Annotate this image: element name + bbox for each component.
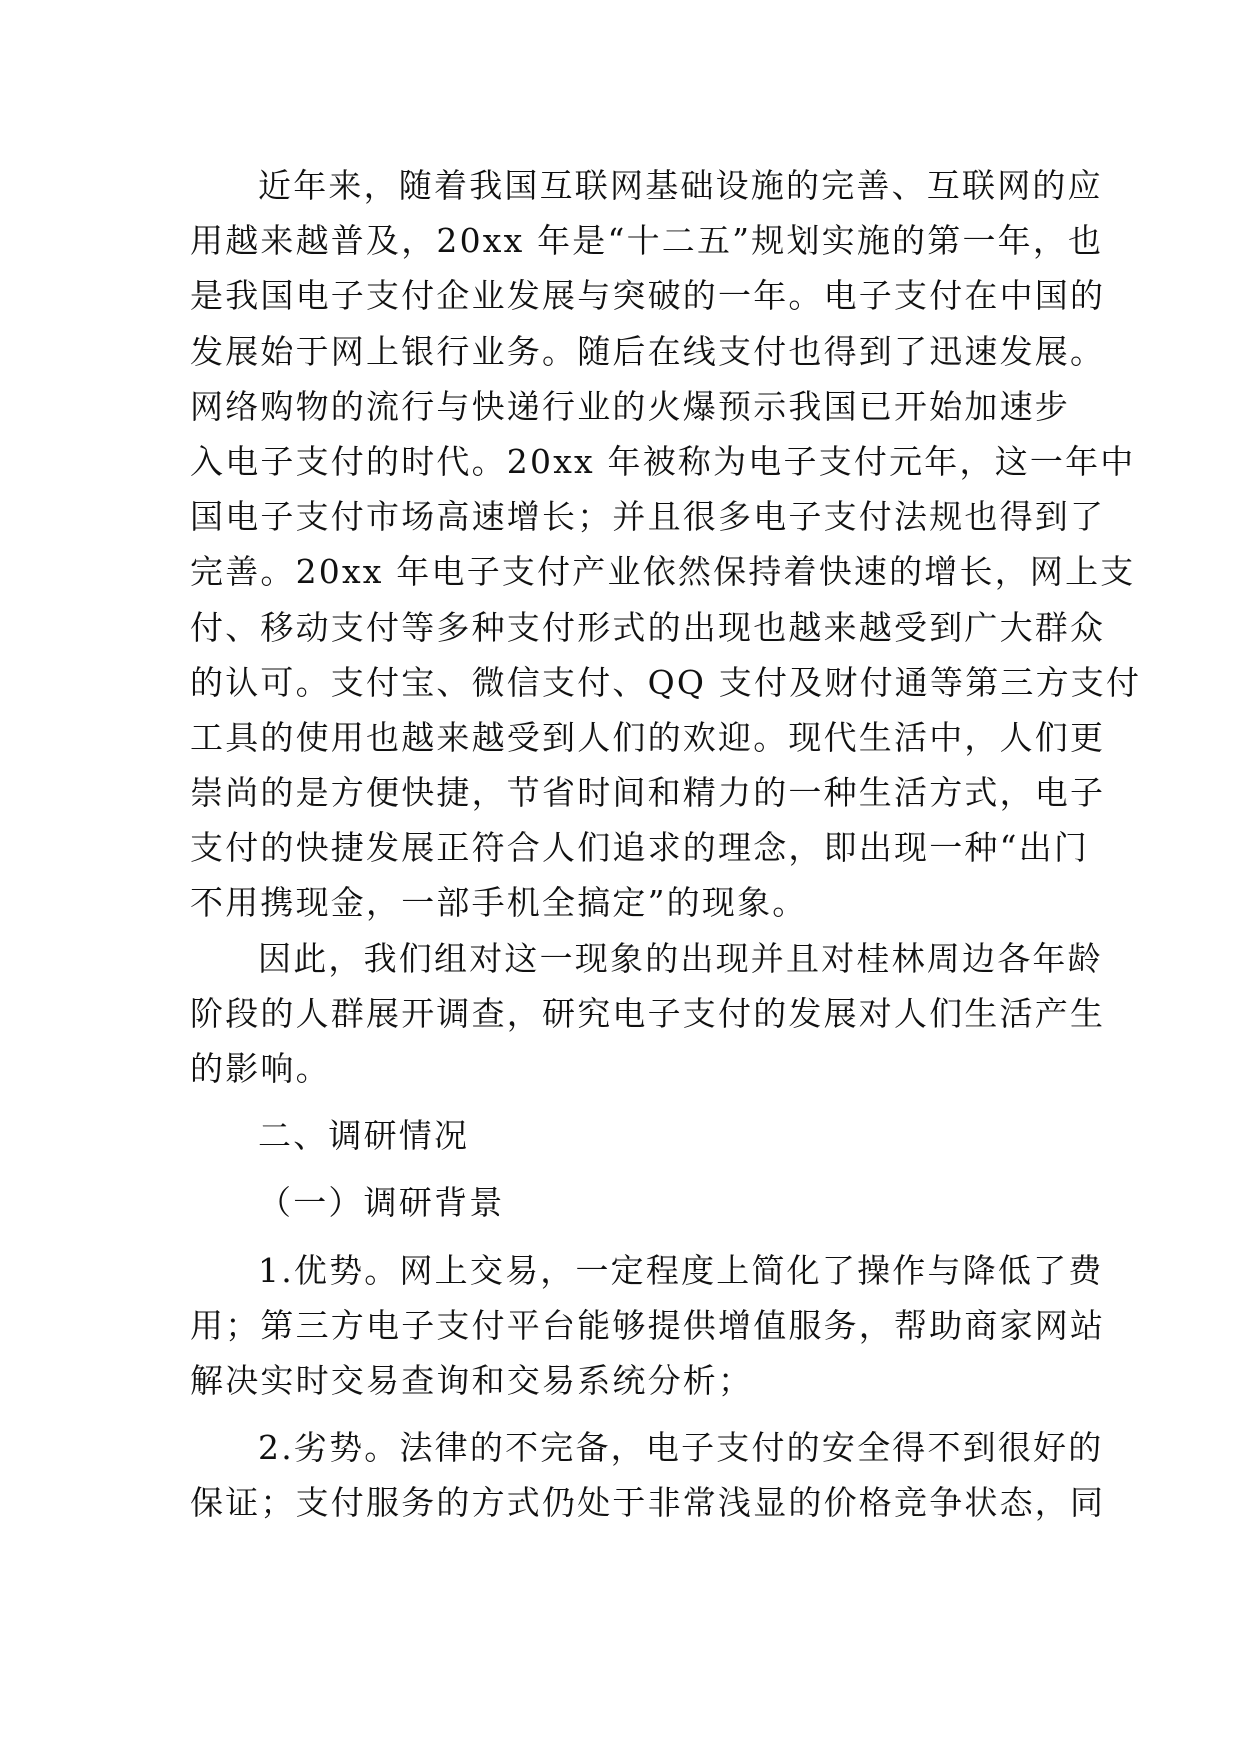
text-line: 用越来越普及，20xx 年是“十二五”规划实施的第一年，也: [190, 221, 1104, 261]
text-line: 完善。20xx 年电子支付产业依然保持着快速的增长，网上支: [190, 552, 1136, 592]
paragraph-advantages: [190, 1243, 1106, 1409]
text-line: 网络购物的流行与快递行业的火爆预示我国已开始加速步: [190, 386, 1070, 426]
subsection-heading: （一）调研背景: [258, 1183, 505, 1223]
paragraph-intro: [190, 158, 1142, 931]
section-heading: 二、调研情况: [258, 1116, 470, 1156]
text-line: 崇尚的是方便快捷，节省时间和精力的一种生活方式，电子: [190, 773, 1106, 813]
text-line: 保证；支付服务的方式仍处于非常浅显的价格竞争状态，同: [190, 1483, 1106, 1523]
text-line: 近年来，随着我国互联网基础设施的完善、互联网的应: [258, 166, 1103, 205]
text-line: 不用携现金，一部手机全搞定”的现象。: [190, 883, 808, 923]
text-line: 是我国电子支付企业发展与突破的一年。电子支付在中国的: [190, 276, 1106, 316]
spacer: [190, 1408, 1060, 1420]
paragraph-purpose: [190, 931, 1106, 1097]
text-line: 的认可。支付宝、微信支付、QQ 支付及财付通等第三方支付: [190, 662, 1142, 702]
document-body: [190, 158, 1142, 1531]
spacer: [190, 1231, 1060, 1243]
text-line: 用；第三方电子支付平台能够提供增值服务，帮助商家网站: [190, 1305, 1106, 1345]
text-line: 2.劣势。法律的不完备，电子支付的安全得不到很好的: [258, 1428, 1104, 1468]
text-line: 国电子支付市场高速增长；并且很多电子支付法规也得到了: [190, 497, 1106, 537]
text-line: 的影响。: [190, 1049, 331, 1088]
text-line: 1.优势。网上交易，一定程度上简化了操作与降低了费: [258, 1250, 1104, 1290]
text-line: 因此，我们组对这一现象的出现并且对桂林周边各年龄: [258, 938, 1103, 978]
text-line: 工具的使用也越来越受到人们的欢迎。现代生活中，人们更: [190, 717, 1106, 757]
spacer: [190, 1163, 1060, 1175]
paragraph-disadvantages: [190, 1420, 1106, 1530]
text-line: 发展始于网上银行业务。随后在线支付也得到了迅速发展。: [190, 331, 1106, 371]
text-line: 支付的快捷发展正符合人们追求的理念，即出现一种“出门: [190, 828, 1090, 868]
text-line: 阶段的人群展开调查，研究电子支付的发展对人们生活产生: [190, 993, 1106, 1033]
spacer: [190, 1096, 1060, 1108]
text-line: 入电子支付的时代。20xx 年被称为电子支付元年，这一年中: [190, 441, 1136, 481]
text-line: 解决实时交易查询和交易系统分析；: [190, 1360, 754, 1400]
text-line: 付、移动支付等多种支付形式的出现也越来越受到广大群众: [190, 607, 1106, 647]
